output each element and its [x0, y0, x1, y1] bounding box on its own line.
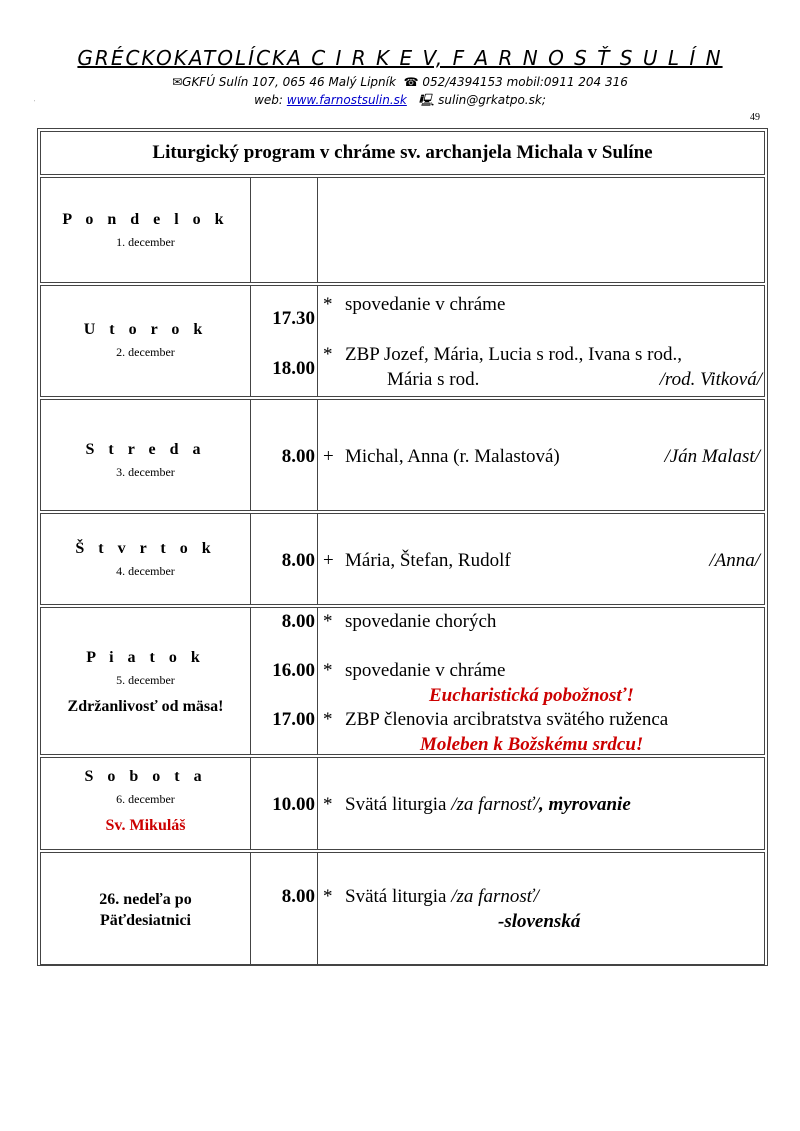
intention-by: /rod. Vitková/	[659, 369, 762, 390]
day-row-thursday	[40, 513, 765, 605]
program-title: Liturgický program v chráme sv. archanjela Michala v Sulíne	[40, 131, 765, 175]
day-name: S o b o t a	[84, 768, 207, 785]
page-number: 49	[750, 112, 760, 123]
day-date: 6. december	[116, 792, 175, 806]
web-line	[0, 91, 800, 112]
day-name: S t r e d a	[85, 441, 206, 458]
day-name: P o n d e l o k	[62, 211, 229, 228]
day-row-tuesday	[40, 285, 765, 397]
parish-title: GRÉCKOKATOLÍCKA C I R K E V, F A R N O S Ť S U L Í N	[77, 46, 723, 70]
entry-time: 18.00	[272, 358, 315, 379]
intention-by: /Ján Malast/	[664, 446, 760, 467]
entry: * Svätá liturgia /za farnosť/	[323, 886, 539, 907]
day-row-monday	[40, 177, 765, 283]
address: GKFÚ Sulín 107, 065 46 Malý Lipník	[182, 75, 396, 89]
entry-continuation: -slovenská	[498, 911, 581, 932]
day-name: U t o r o k	[83, 321, 208, 338]
day-row-saturday	[40, 757, 765, 850]
entry: * spovedanie v chráme	[323, 294, 506, 315]
fasting-note: Zdržanlivosť od mäsa!	[67, 698, 224, 715]
day-row-friday	[40, 607, 765, 755]
entry: * spovedanie chorých	[323, 611, 497, 632]
entry: * ZBP Jozef, Mária, Lucia s rod., Ivana s rod.,	[323, 344, 682, 365]
feast-note: Sv. Mikuláš	[105, 817, 186, 834]
website-link[interactable]: www.farnostsulin.sk	[286, 93, 407, 107]
entry: * Svätá liturgia /za farnosť/, myrovanie	[323, 794, 631, 815]
entry-time: 8.00	[281, 886, 315, 907]
intention-by: /Anna/	[709, 550, 760, 571]
day-date: 4. december	[116, 564, 175, 578]
day-name: 26. nedeľa po Päťdesiatnici	[99, 891, 192, 929]
entry: * spovedanie v chráme	[323, 660, 506, 681]
entry: * ZBP členovia arcibratstva svätého ruženca	[323, 709, 669, 730]
phone-icon: ☎	[403, 75, 419, 89]
computer-icon: 🖳	[418, 93, 435, 107]
entry: + Mária, Štefan, Rudolf /Anna/	[323, 550, 760, 571]
email-address[interactable]: sulin@grkatpo.sk;	[438, 93, 546, 107]
entry-time: 17.30	[272, 308, 315, 329]
entry-time: 8.00	[281, 550, 315, 571]
day-date: 2. december	[116, 345, 175, 359]
entry-time: 17.00	[272, 709, 315, 730]
day-name: Š t v r t o k	[75, 540, 216, 557]
day-row-sunday	[40, 852, 765, 965]
contact-line	[0, 75, 800, 89]
entry-time: 8.00	[281, 611, 315, 632]
entry: + Michal, Anna (r. Malastová) /Ján Malast/	[323, 446, 760, 467]
entry-time: 16.00	[272, 660, 315, 681]
phone-numbers: 052/4394153 mobil:0911 204 316	[422, 75, 628, 89]
day-date: 5. december	[116, 673, 175, 687]
margin-mark: '	[34, 100, 36, 106]
devotion-note: Eucharistická pobožnosť!	[429, 685, 634, 706]
entry-time: 10.00	[272, 794, 315, 815]
moleben-note: Moleben k Božskému srdcu!	[420, 734, 644, 755]
web-label: web:	[254, 93, 283, 107]
day-row-wednesday	[40, 399, 765, 511]
day-date: 3. december	[116, 465, 175, 479]
entry-continuation: Mária s rod.	[387, 369, 480, 390]
day-name: P i a t o k	[86, 649, 205, 666]
day-date: 1. december	[116, 235, 175, 249]
entry-time: 8.00	[281, 446, 315, 467]
envelope-icon: ✉	[172, 75, 183, 89]
